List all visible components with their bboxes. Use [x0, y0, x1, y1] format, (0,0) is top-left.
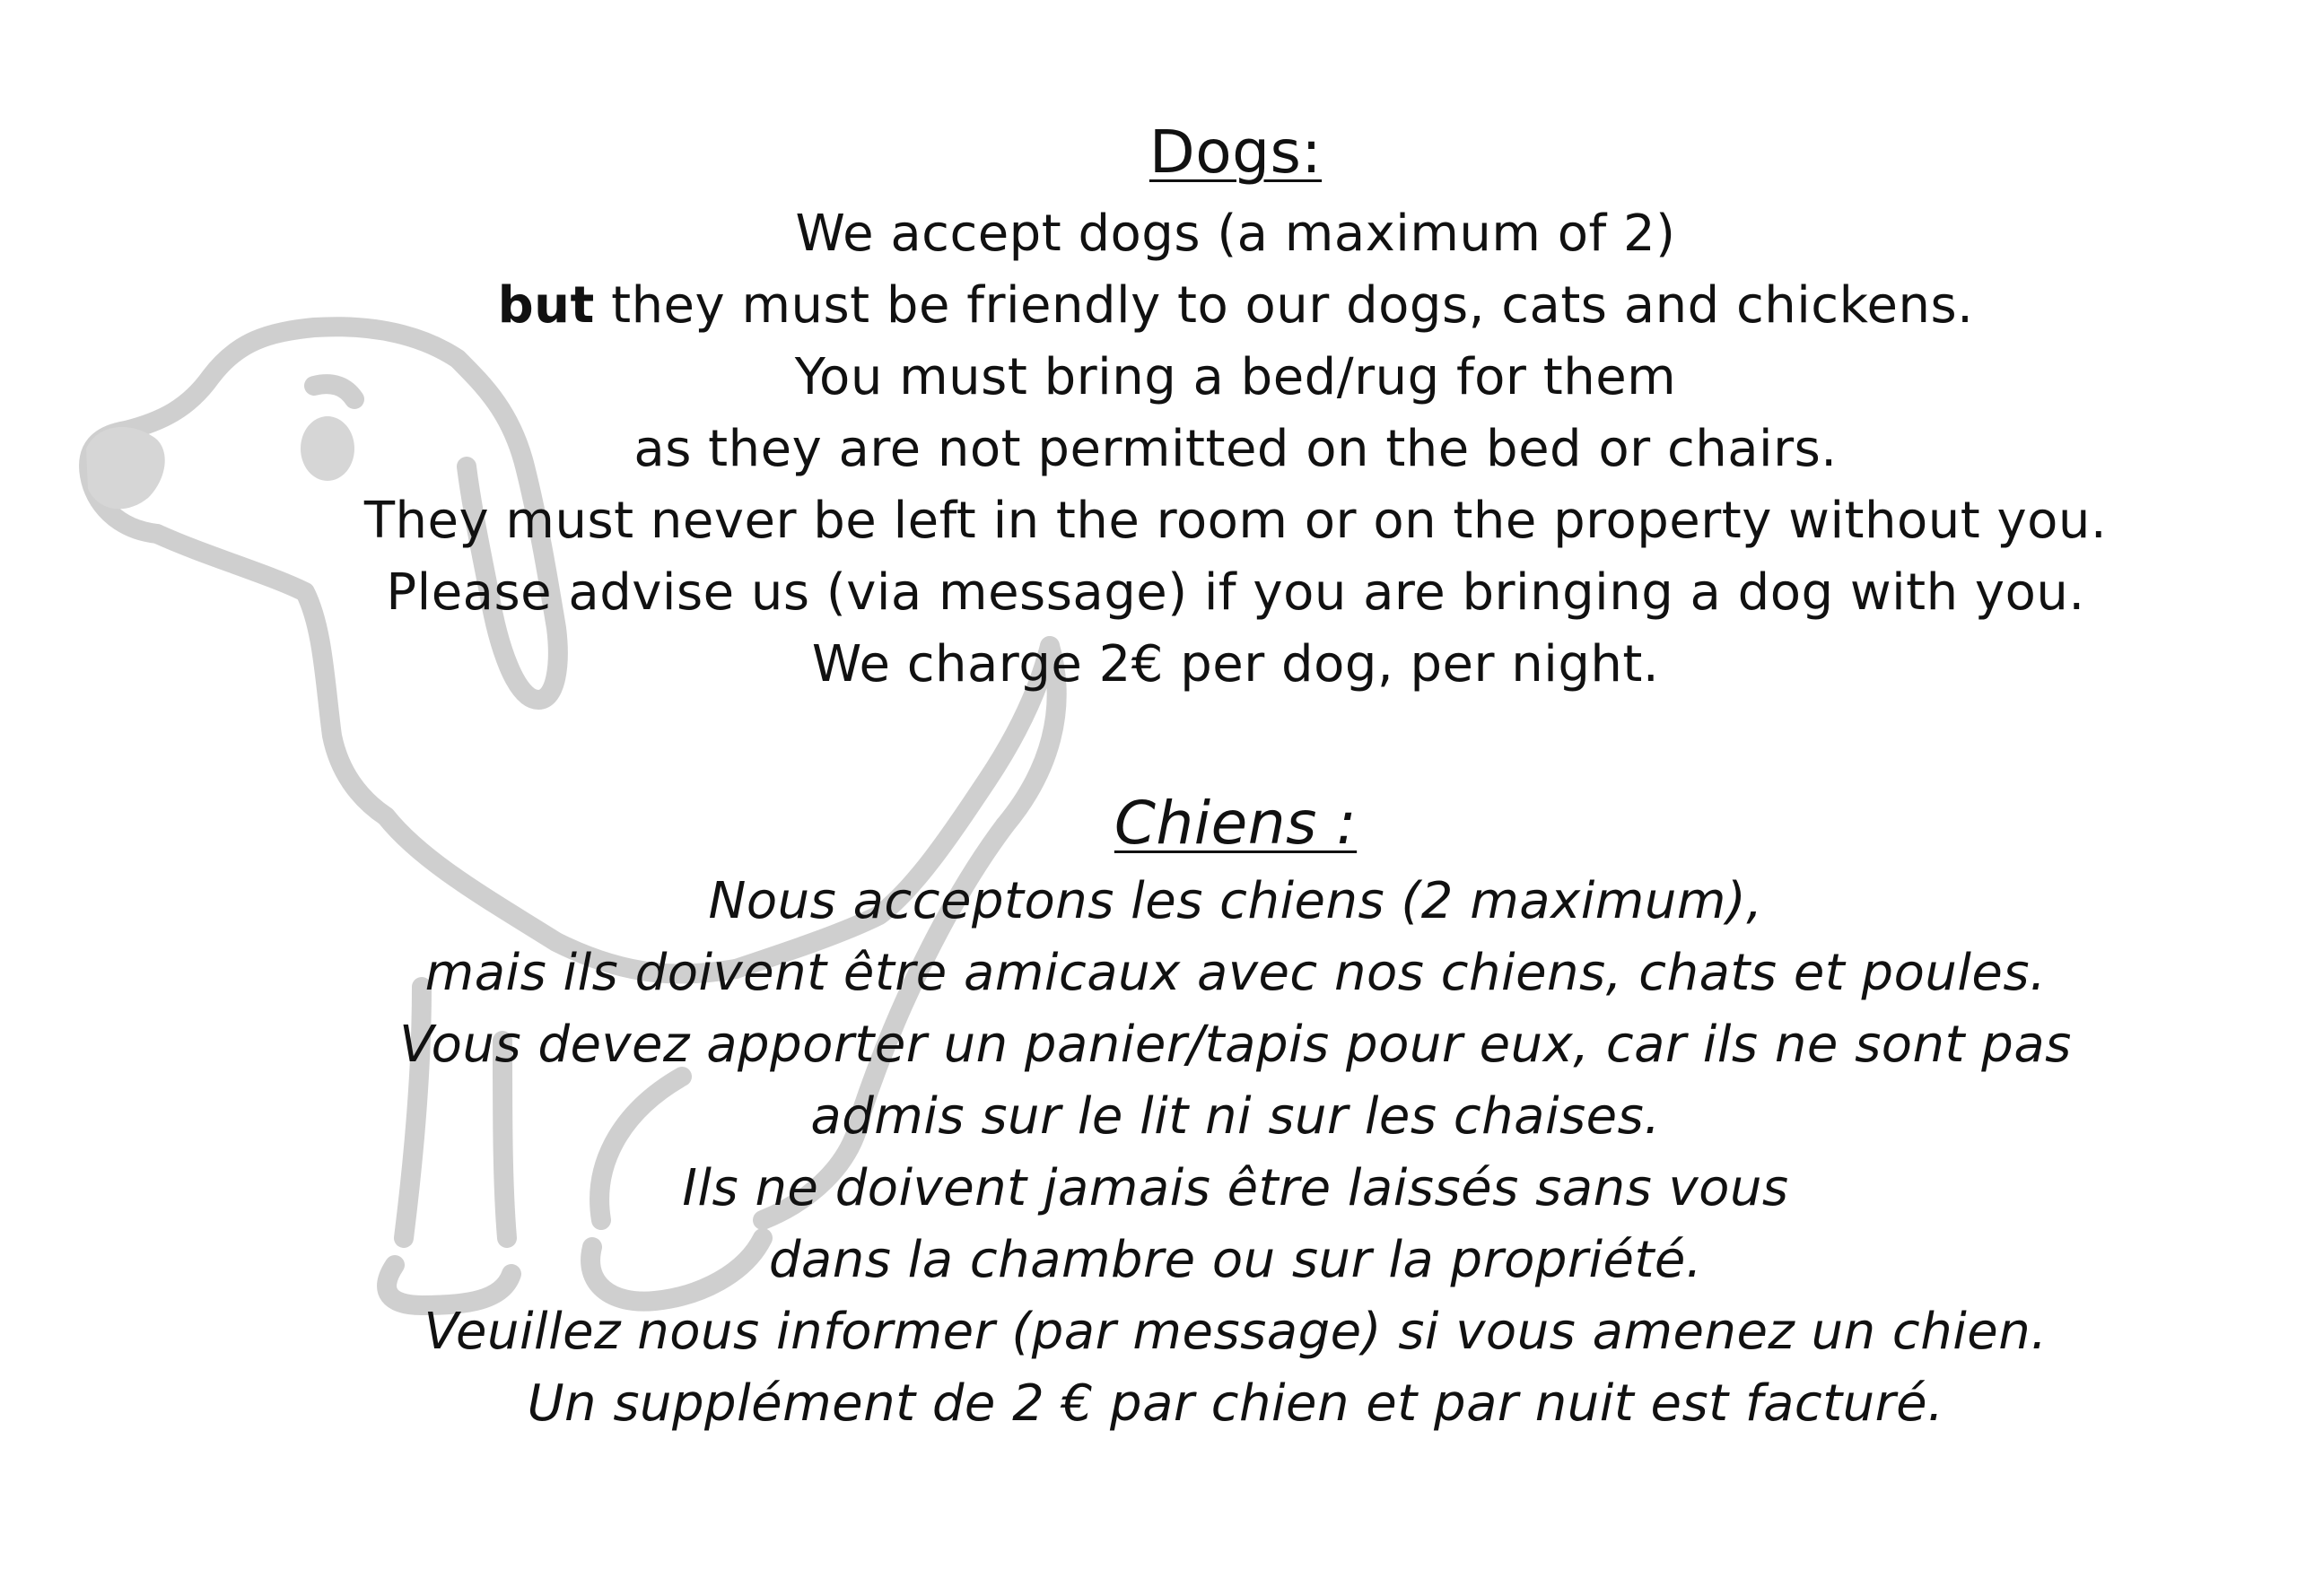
french-line-3: Vous devez apporter un panier/tapis pour eux, car ils ne sont pas — [399, 1016, 2072, 1074]
english-line-1: We accept dogs (a maximum of 2) — [795, 205, 1676, 263]
french-line-6: dans la chambre ou sur la propriété. — [768, 1231, 1703, 1289]
french-line-8: Un supplément de 2 € par chien et par nuit est facturé. — [527, 1374, 1944, 1433]
english-line-6: Please advise us (via message) if you are bringing a dog with you. — [386, 563, 2085, 622]
english-line-2-rest: they must be friendly to our dogs, cats and chickens. — [594, 276, 1974, 335]
french-heading: Chiens : — [1114, 789, 1358, 858]
english-line-7: We charge 2€ per dog, per night. — [811, 635, 1660, 693]
french-line-2: mais ils doivent être amicaux avec nos chiens, chats et poules. — [424, 944, 2047, 1002]
english-line-5: They must never be left in the room or on the property without you. — [363, 492, 2108, 550]
english-line-3: You must bring a bed/rug for them — [794, 348, 1677, 406]
english-line-4: as they are not permitted on the bed or chairs. — [633, 420, 1838, 478]
french-line-4: admis sur le lit ni sur les chaises. — [810, 1087, 1661, 1146]
french-line-7: Veuillez nous informer (par message) si vous amenez un chien. — [424, 1303, 2048, 1361]
french-line-5: Ils ne doivent jamais être laissés sans vous — [682, 1159, 1789, 1217]
english-emphasis-but: but — [497, 276, 595, 335]
english-line-2 — [497, 276, 1974, 335]
french-line-1: Nous acceptons les chiens (2 maximum), — [708, 872, 1763, 930]
english-heading: Dogs: — [1149, 118, 1323, 187]
